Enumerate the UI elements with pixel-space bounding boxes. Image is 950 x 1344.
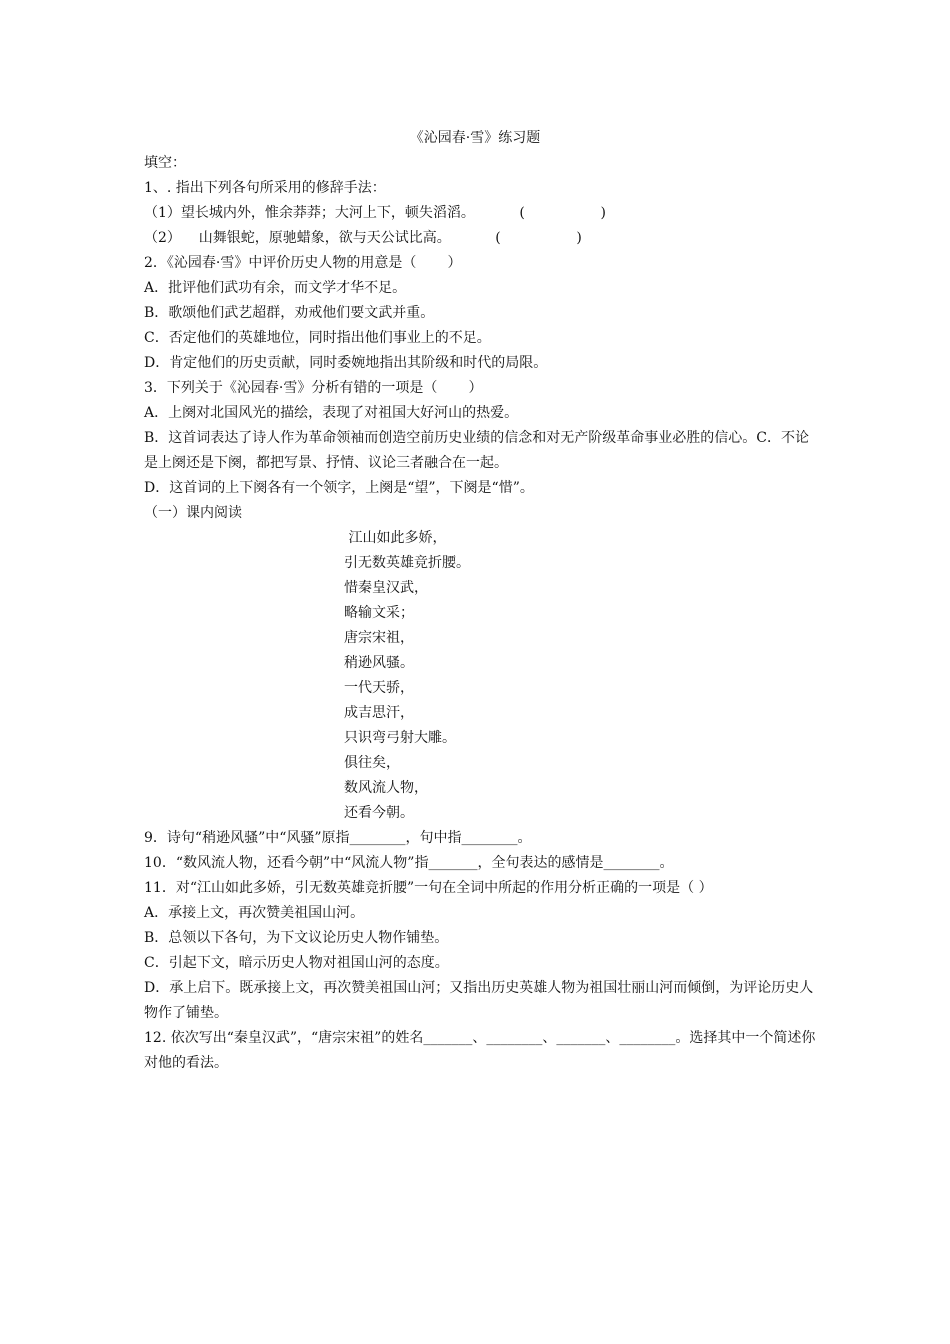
poem-line: 稍逊风骚。 <box>344 655 414 671</box>
question-2-option-c: C．否定他们的英雄地位，同时指出他们事业上的不足。 <box>144 330 491 346</box>
question-3-option-a: A．上阕对北国风光的描绘，表现了对祖国大好河山的热爱。 <box>144 405 519 421</box>
question-12: 12. 依次写出“秦皇汉武”，“唐宗宋祖”的姓名_______、________、_______、________。选择其中一个简述你对他的看法。 <box>144 1030 816 1071</box>
document-title: 《沁园春·雪》练习题 <box>409 130 541 146</box>
section-heading-fill: 填空： <box>144 155 186 171</box>
poem-line: 只识弯弓射大雕。 <box>344 730 456 746</box>
poem-line: 唐宗宋祖， <box>344 630 414 646</box>
poem-line: 江山如此多娇， <box>344 530 447 546</box>
poem-line: 略输文采； <box>344 605 414 621</box>
poem-excerpt <box>344 526 820 826</box>
poem-line: 引无数英雄竞折腰。 <box>344 555 470 571</box>
question-2-option-b: B．歌颂他们武艺超群，劝戒他们要文武并重。 <box>144 305 435 321</box>
poem-line: 还看今朝。 <box>344 805 414 821</box>
poem-line: 成吉思汗， <box>344 705 414 721</box>
poem-line: 惜秦皇汉武， <box>344 580 428 596</box>
question-2-option-d: D．肯定他们的历史贡献，同时委婉地指出其阶级和时代的局限。 <box>144 355 548 371</box>
question-9: 9．诗句“稍逊风骚”中“风骚”原指________，句中指________。 <box>144 830 532 846</box>
question-11: 11．对“江山如此多娇，引无数英雄竞折腰”一句在全词中所起的作用分析正确的一项是（ ） <box>144 880 713 896</box>
question-11-option-b: B．总领以下各句，为下文议论历史人物作铺垫。 <box>144 930 449 946</box>
question-1-item-2: （2） 山舞银蛇，原驰蜡象，欲与天公试比高。 ( ) <box>144 230 582 246</box>
question-1: 1、. 指出下列各句所采用的修辞手法： <box>144 180 386 196</box>
question-10: 10．“数风流人物，还看今朝”中“风流人物”指_______，全句表达的感情是________。 <box>144 855 674 871</box>
question-3: 3．下列关于《沁园春·雪》分析有错的一项是（ ） <box>144 380 483 396</box>
question-2-option-a: A．批评他们武功有余，而文学才华不足。 <box>144 280 407 296</box>
question-11-option-a: A．承接上文，再次赞美祖国山河。 <box>144 905 365 921</box>
question-3-option-d: D．这首词的上下阕各有一个领字，上阕是“望”，下阕是“惜”。 <box>144 480 534 496</box>
poem-line: 数风流人物， <box>344 780 428 796</box>
section-heading-reading: （一）课内阅读 <box>144 505 242 521</box>
question-11-option-d: D．承上启下。既承接上文，再次赞美祖国山河；又指出历史英雄人物为祖国壮丽山河而倾倒，为评论历史人物作了铺垫。 <box>144 980 814 1021</box>
question-2: 2．《沁园春·雪》中评价历史人物的用意是（ ） <box>144 255 462 271</box>
question-3-option-b-c: B．这首词表达了诗人作为革命领袖而创造空前历史业绩的信念和对无产阶级革命事业必胜的信心。C．不论是上阕还是下阕，都把写景、抒情、议论三者融合在一起。 <box>144 430 809 471</box>
poem-line: 俱往矣， <box>344 755 400 771</box>
question-11-option-c: C．引起下文，暗示历史人物对祖国山河的态度。 <box>144 955 449 971</box>
poem-line: 一代天骄， <box>344 680 414 696</box>
document-body <box>144 151 820 1076</box>
question-1-item-1: （1）望长城内外，惟余莽莽；大河上下，顿失滔滔。 ( ) <box>144 205 606 221</box>
